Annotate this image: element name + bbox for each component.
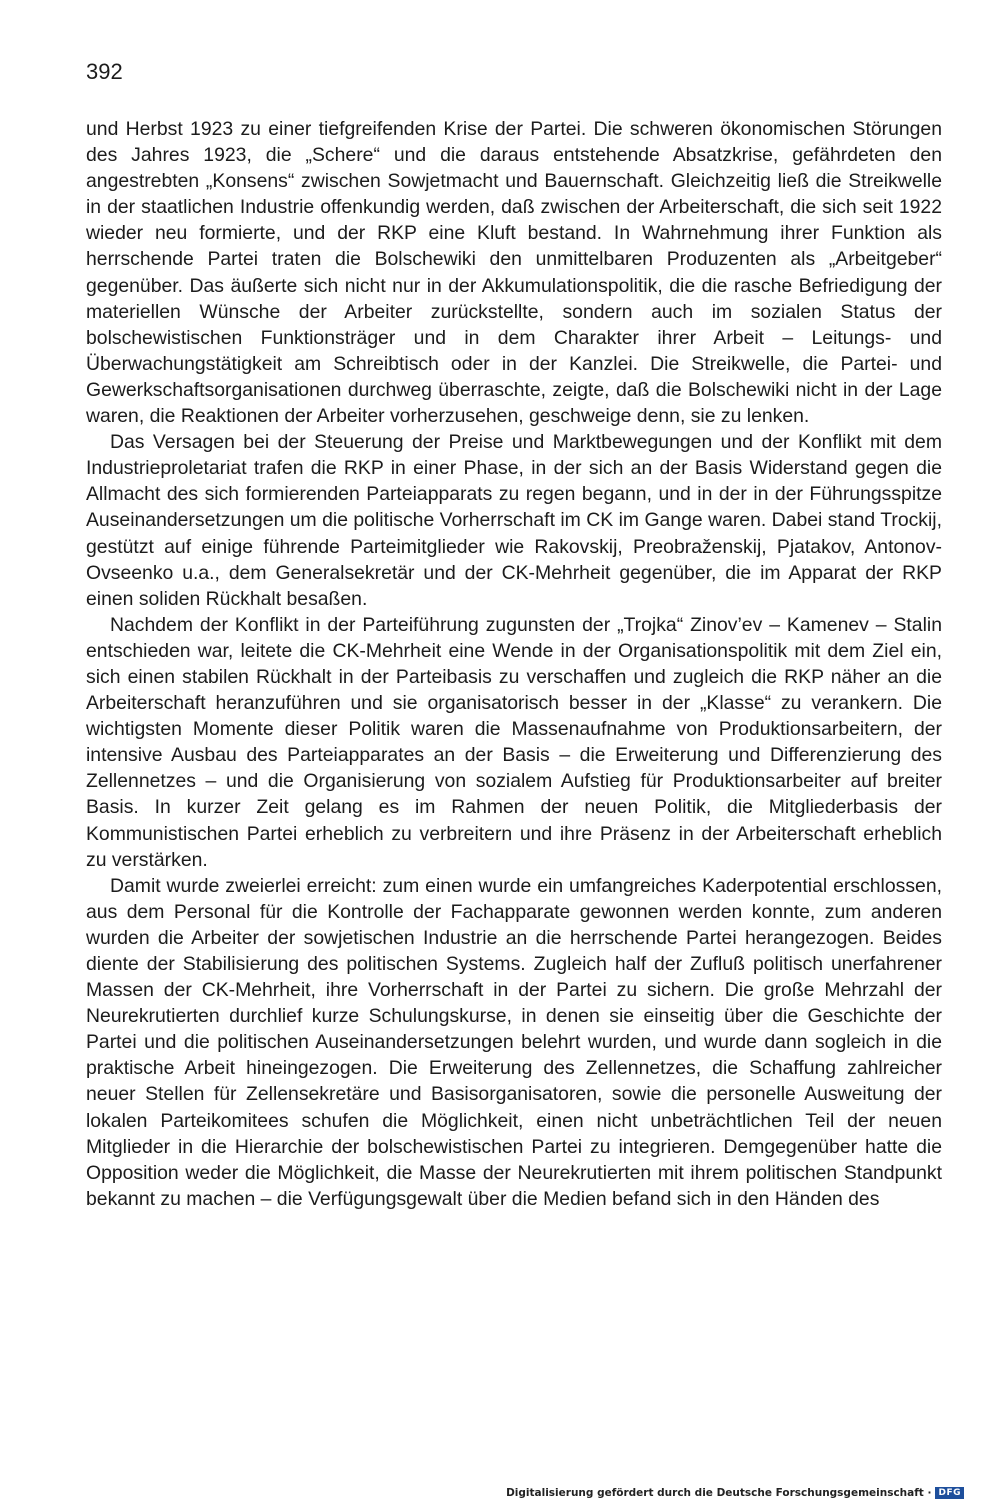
paragraph-4: Damit wurde zweierlei erreicht: zum einen wurde ein umfangreiches Kaderpotential erschlossen, aus dem Personal für die Kontrolle der Fachapparate gewonnen werden konnte, zum anderen wurden die Arbeiter der sowjetischen Industrie an die herrschende Partei herangezogen. Beides diente der Stabilisierung des politischen Systems. Zugleich half der Zufluß politisch unerfahrener Massen der CK-Mehrheit, ihre Vorherrschaft in der Partei zu sichern. Die große Mehrzahl der Neurekrutierten durchlief kurze Schulungskurse, in denen sie einseitig über die Geschichte der Partei und die politischen Auseinandersetzungen belehrt wurden, und wurde dann sogleich in die praktische Arbeit hineingezogen. Die Erweiterung des Zellennetzes, die Schaffung zahlreicher neuer Stellen für Zellensekretäre und Basisorganisatoren, sowie die personelle Ausweitung der lokalen Parteikomitees schufen die Möglichkeit, einen nicht unbeträchtlichen Teil der neuen Mitglieder in die Hierarchie der bolschewistischen Partei zu integrieren. Demgegenüber hatte die Opposition weder die Möglichkeit, die Masse der Neurekrutierten mit ihrem politischen Standpunkt bekannt zu machen – die Verfügungsgewalt über die Medien befand sich in den Händen des bbox=[86, 874, 942, 1210]
page-number: 392 bbox=[86, 59, 123, 84]
paragraph-3: Nachdem der Konflikt in der Parteiführung zugunsten der „Trojka“ Zinov’ev – Kamenev – Stalin entschieden war, leitete die CK-Mehrheit eine Wende in der Organisationspolitik mit dem Ziel ein, sich einen stabilen Rückhalt in der Parteibasis zu verschaffen und zugleich die RKP näher an die Arbeiterschaft heranzuführen und sie organisatorisch besser in der „Klasse“ zu verankern. Die wichtigsten Momente dieser Politik waren die Massenaufnahme von Produktionsarbeitern, der intensive Ausbau des Parteiapparates an der Basis – die Erweiterung und Differenzierung des Zellennetzes – und die Organisierung von sozialem Aufstieg für Produktionsarbeiter auf breiter Basis. In kurzer Zeit gelang es im Rahmen der neuen Politik, die Mitgliederbasis der Kommunistischen Partei erheblich zu verbreitern und ihre Präsenz in der Arbeiterschaft erheblich zu verstärken. bbox=[86, 613, 942, 871]
dfg-logo-icon: DFG bbox=[935, 1487, 964, 1499]
text-body bbox=[86, 116, 942, 1212]
paragraph-2: Das Versagen bei der Steuerung der Preise und Marktbewegungen und der Konflikt mit dem Industrieproletariat trafen die RKP in einer Phase, in der sich an der Basis Widerstand gegen die Allmacht des sich formierenden Parteiapparats zu regen begann, und in der in der Führungsspitze Auseinandersetzungen um die politische Vorherrschaft im CK im Gange waren. Dabei stand Trockij, gestützt auf einige führende Parteimitglieder wie Rakovskij, Preobraženskij, Pjatakov, Antonov-Ovseenko u.a., dem Generalsekretär und der CK-Mehrheit gegenüber, die im Apparat der RKP einen soliden Rückhalt besaßen. bbox=[86, 431, 942, 610]
paragraph-1: und Herbst 1923 zu einer tiefgreifenden Krise der Partei. Die schweren ökonomischen Störungen des Jahres 1923, die „Schere“ und die daraus entstehende Absatzkrise, gefährdeten den angestrebten „Konsens“ zwischen Sowjetmacht und Bauernschaft. Gleichzeitig ließ die Streikwelle in der staatlichen Industrie offenkundig werden, daß zwischen der Arbeiterschaft, die sich seit 1922 wieder neu formierte, und der RKP eine Kluft bestand. In Wahrnehmung ihrer Funktion als herrschende Partei traten die Bolschewiki den unmittelbaren Produzenten als „Arbeitgeber“ gegenüber. Das äußerte sich nicht nur in der Akkumulationspolitik, die die rasche Befriedigung der materiellen Wünsche der Arbeiter zurückstellte, sondern auch im sozialen Status der bolschewistischen Funktionsträger und in dem Charakter ihrer Arbeit – Leitungs- und Überwachungstätigkeit am Schreibtisch oder in der Kanzlei. Die Streikwelle, die Partei- und Gewerkschaftsorganisationen durchweg überraschte, zeigte, daß die Bolschewiki nicht in der Lage waren, die Reaktionen der Arbeiter vorherzusehen, geschweige denn, sie zu lenken. bbox=[86, 118, 942, 428]
digitization-footer bbox=[506, 1487, 964, 1499]
funding-note: Digitalisierung gefördert durch die Deutsche Forschungsgemeinschaft · bbox=[506, 1487, 932, 1499]
